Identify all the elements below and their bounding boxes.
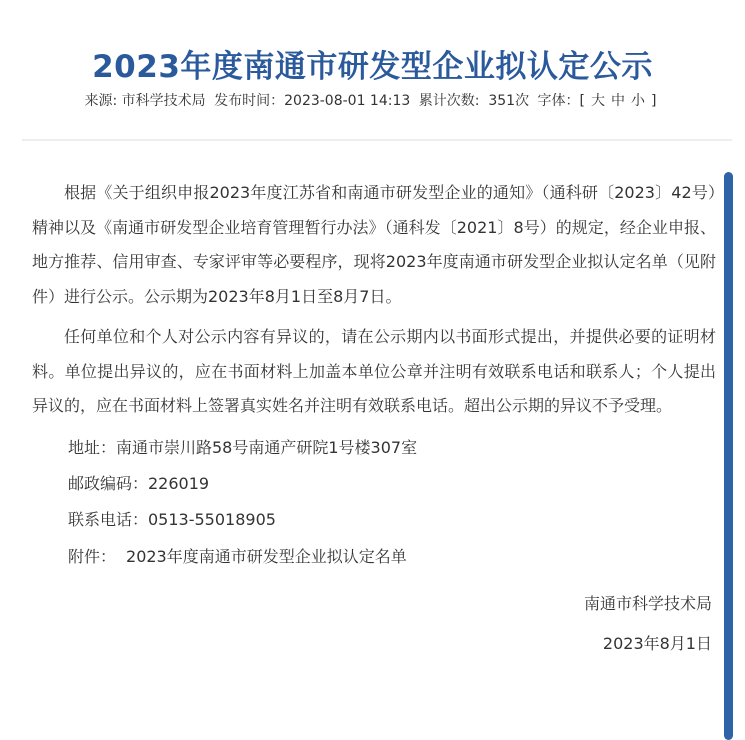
page-title: 2023年度南通市研发型企业拟认定公示 — [92, 48, 653, 85]
font-small-button[interactable]: 小 — [631, 93, 646, 109]
article-meta — [0, 90, 745, 112]
publish-time: 发布时间：2023-08-01 14:13 — [214, 93, 411, 109]
header-divider — [22, 139, 732, 141]
attachment-row — [32, 538, 716, 576]
signature-org: 南通市科学技术局 — [583, 593, 712, 613]
font-size-open-bracket: [ — [579, 93, 586, 109]
font-large-button[interactable]: 大 — [591, 93, 606, 109]
contact-address: 地址：南通市崇川路58号南通产研院1号楼307室 — [68, 437, 418, 457]
signature-date: 2023年8月1日 — [602, 633, 712, 653]
body-paragraph-2: 任何单位和个人对公示内容有异议的，请在公示期内以书面形式提出，并提供必要的证明材料。单位提出异议的，应在书面材料上加盖本单位公章并注明有效联系电话和联系人；个人提出异议的，应在书面材料上签署真实姓名并注明有效联系电话。超出公示期的异议不予受理。 — [32, 327, 716, 415]
article-body — [32, 176, 716, 662]
body-paragraph-1: 根据《关于组织申报2023年度江苏省和南通市研发型企业的通知》（通科研〔2023〕42号）精神以及《南通市研发型企业培育管理暂行办法》（通科发〔2021〕8号）的规定，经企业申报、地方推荐、信用审查、专家评审等必要程序，现将2023年度南通市研发型企业拟认定名单（见附件）进行公示。公示期为2023年8月1日至8月7日。 — [32, 183, 716, 306]
contact-postcode: 邮政编码：226019 — [68, 473, 210, 493]
font-size-close-bracket: ] — [651, 93, 657, 109]
scrollbar-thumb[interactable] — [724, 172, 733, 740]
attachment-label: 附件： — [68, 546, 117, 566]
attachment-link[interactable]: 2023年度南通市研发型企业拟认定名单 — [126, 546, 407, 566]
font-size-label: 字体： — [537, 93, 580, 109]
view-count: 累计次数: 351次 — [418, 93, 530, 109]
contact-phone: 联系电话：0513-55018905 — [68, 509, 276, 529]
font-medium-button[interactable]: 中 — [611, 93, 626, 109]
source-label: 来源: 市科学技术局 — [84, 93, 206, 109]
